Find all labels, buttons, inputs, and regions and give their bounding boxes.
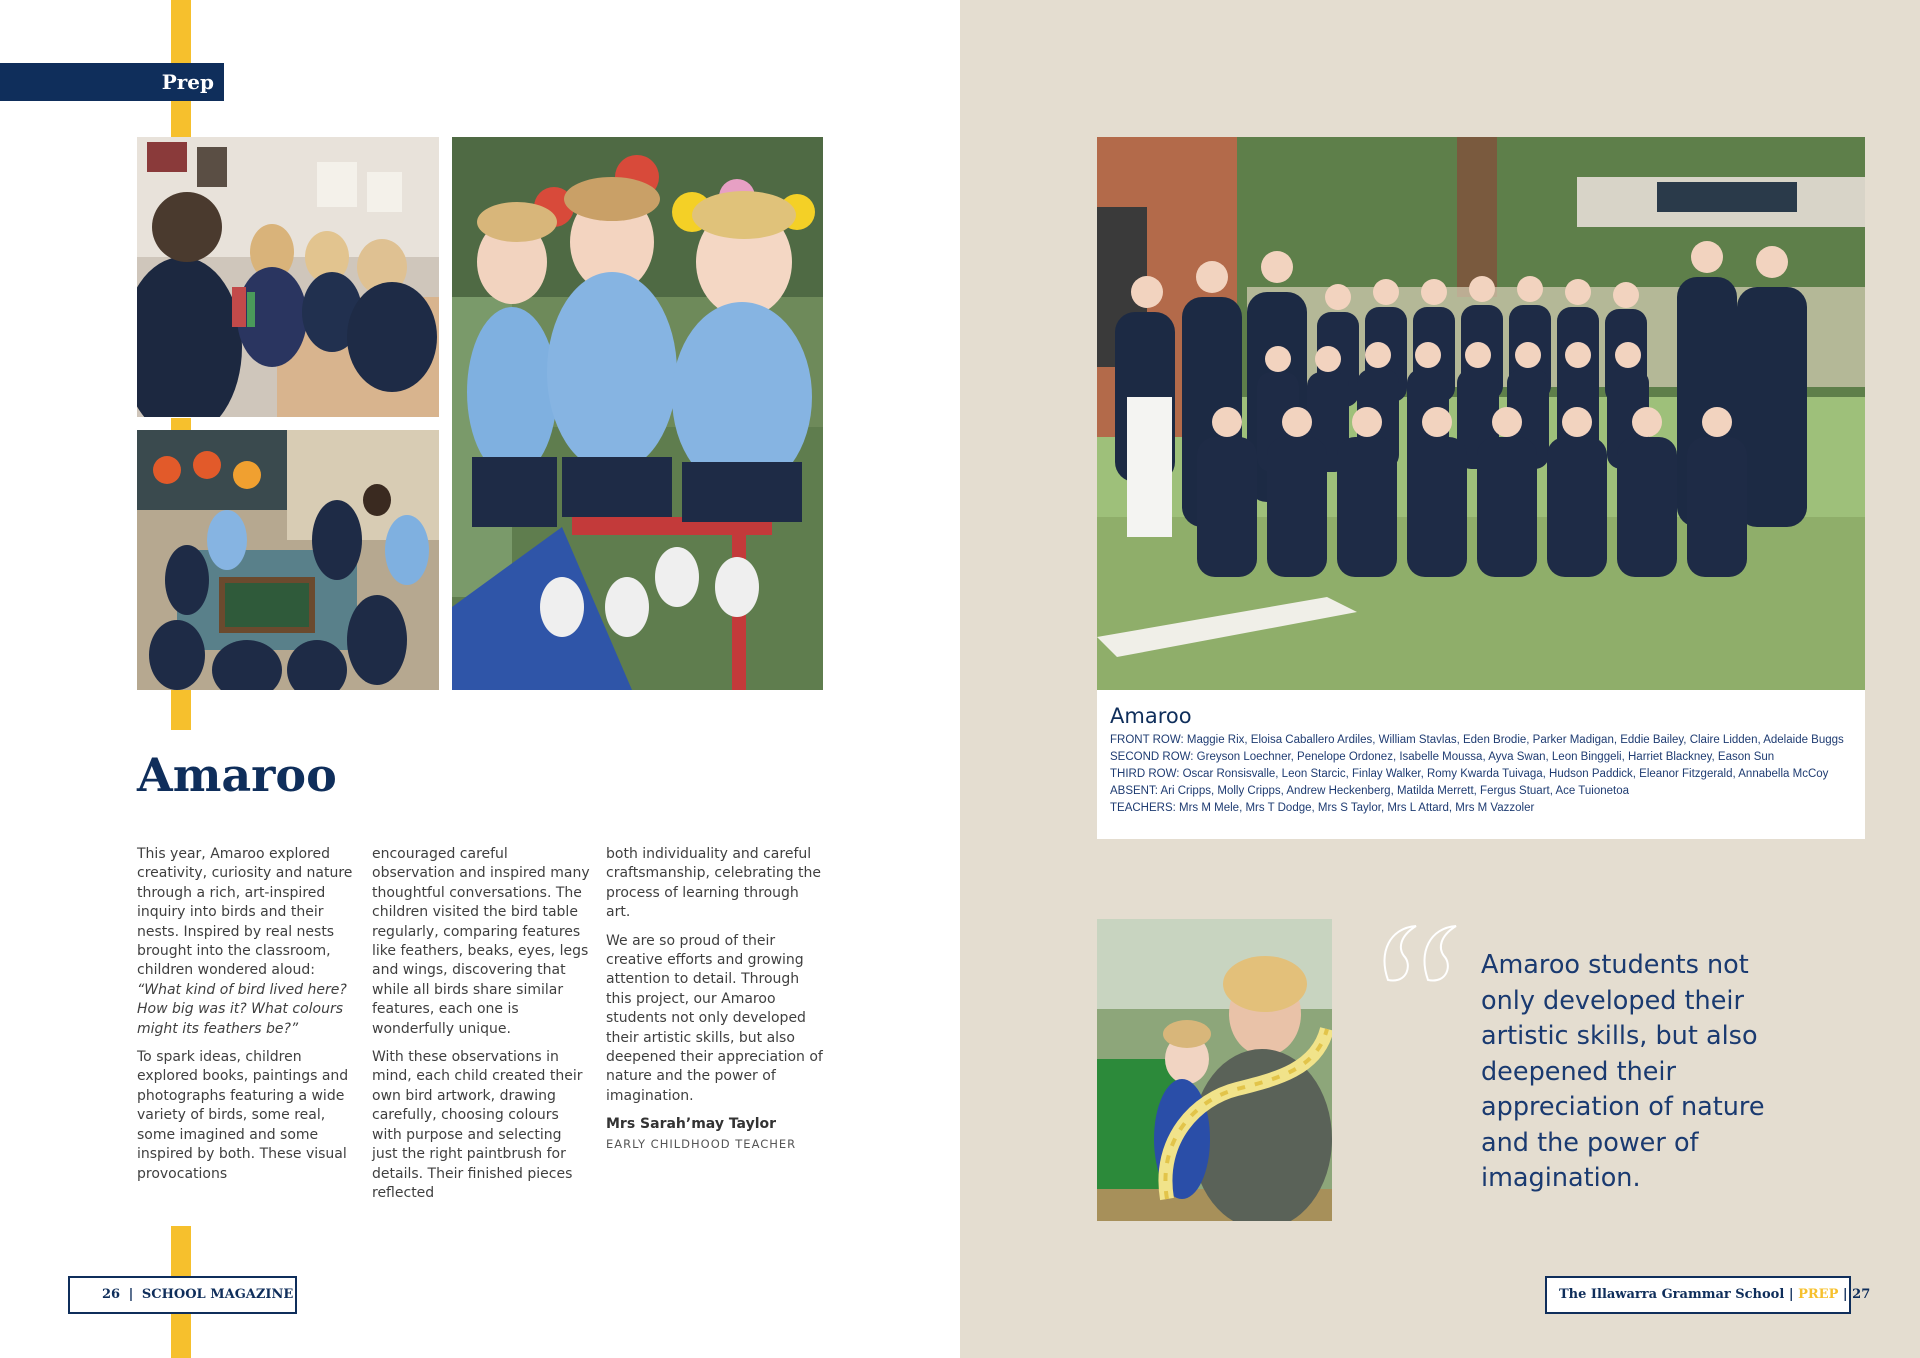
article-title: Amaroo [137,748,337,802]
caption-third-row: THIRD ROW: Oscar Ronsisvalle, Leon Starcic, Finlay Walker, Romy Kwarda Tuivaga, Hudson Paddick, Eleanor Fitzgerald, Annabella McCoy [1110,768,1829,780]
paragraph: encouraged careful observation and inspired many thoughtful conversations. The children visited the bird table regularly, comparing features like feathers, beaks, eyes, legs and wings, discovering that while all birds share similar features, each one is wonderfully unique. [372,846,590,1037]
signature-role: EARLY CHILDHOOD TEACHER [606,1136,797,1151]
footer-separator: | [1842,1287,1848,1302]
section-tag: Prep [0,63,224,101]
footer-right [1545,1276,1871,1314]
footer-separator: | [128,1287,134,1302]
paragraph-quote: “What kind of bird lived here? How big was it? What colours might its feathers be?” [137,981,347,1037]
body-column-3 [606,845,824,1154]
photo-caption-box [1097,690,1865,839]
page-number: 26 [102,1287,121,1302]
caption-second-row: SECOND ROW: Greyson Loechner, Penelope Ordonez, Isabelle Moussa, Ayva Swan, Leon Binggeli, Harriet Blackney, Eason Sun [1110,751,1775,763]
footer-left [68,1276,297,1314]
caption-front-row: FRONT ROW: Maggie Rix, Eloisa Caballero Ardiles, William Stavlas, Eden Brodie, Parker Madigan, Eddie Bailey, Claire Lidden, Adelaide Buggs [1110,734,1844,746]
page-number: 27 [1852,1287,1871,1302]
school-name: The Illawarra Grammar School [1559,1287,1785,1302]
paragraph: We are so proud of their creative efforts and growing attention to detail. Through this project, our Amaroo students not only developed their artistic skills, but also deepened their appreciation of nature and the power of imagination. [606,932,823,1104]
section-label: PREP [1798,1287,1839,1302]
paragraph: To spark ideas, children explored books, paintings and photographs featuring a wide variety of birds, some real, some imagined and some inspired by both. These visual provocations [137,1049,349,1182]
photo-class-group [1097,137,1865,690]
pull-quote: Amaroo students not only developed their artistic skills, but also deepened their appreciation of nature and the power of imagination. [1481,950,1765,1193]
body-column-2 [372,845,590,1212]
quotation-mark-icon [1382,922,1464,990]
photo-snake-encounter [1097,919,1332,1221]
photo-classroom-art [137,137,439,417]
paragraph: With these observations in mind, each child created their own bird artwork, drawing carefully, choosing colours with purpose and selecting just the right paintbrush for details. Their finished pieces reflected [372,1049,583,1201]
caption-title: Amaroo [1110,704,1192,728]
paragraph-text: This year, Amaroo explored creativity, curiosity and nature through a rich, art-inspired inquiry into birds and their nests. Inspired by real nests brought into the classroom, children wondered aloud: [137,846,353,979]
paragraph [137,845,355,1039]
caption-absent: ABSENT: Ari Cripps, Molly Cripps, Andrew Heckenberg, Matilda Merrett, Fergus Stuart, Ace Tuionetoa [1110,785,1629,797]
signature-name: Mrs Sarah’may Taylor [606,1116,777,1133]
paragraph: both individuality and careful craftsmanship, celebrating the process of learning through art. [606,846,822,921]
magazine-label: SCHOOL MAGAZINE [141,1287,294,1302]
footer-separator: | [1788,1287,1794,1302]
body-column-1 [137,845,355,1193]
photo-girls-smiling [452,137,823,690]
caption-teachers: TEACHERS: Mrs M Mele, Mrs T Dodge, Mrs S Taylor, Mrs L Attard, Mrs M Vazzoler [1110,802,1535,814]
photo-children-on-mat [137,430,439,690]
